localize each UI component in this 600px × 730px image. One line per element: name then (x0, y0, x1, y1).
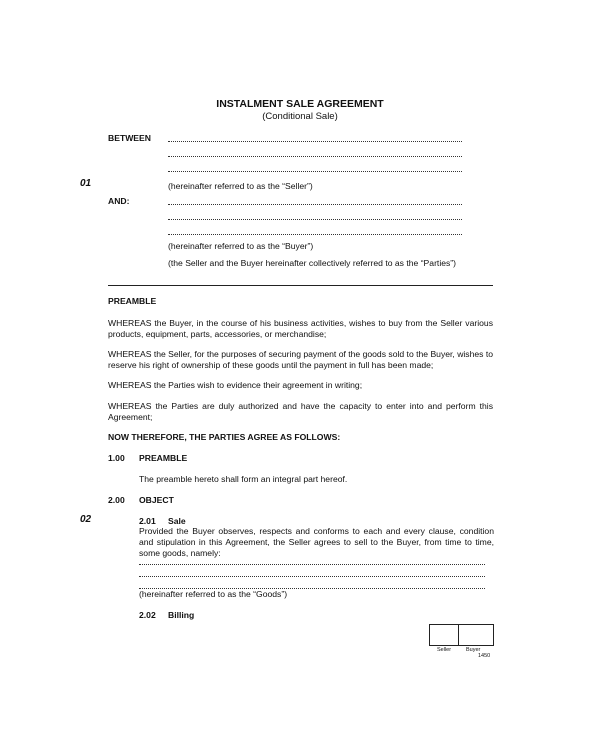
goods-reference: (hereinafter referred to as the “Goods”) (139, 589, 288, 599)
section-2-01-number: 2.01 (139, 516, 156, 526)
buyer-initials-label: Buyer (466, 647, 481, 653)
preamble-paragraph-2: WHEREAS the Seller, for the purposes of securing payment of the goods sold to the Buyer, wishes to reserve his right of ownership of these goods until the payment in full has been made; (108, 349, 494, 370)
section-2-02-number: 2.02 (139, 610, 156, 620)
seller-name-line-1 (168, 141, 462, 142)
margin-mark-02: 02 (80, 514, 92, 525)
seller-initials-label: Seller (437, 647, 452, 653)
seller-name-line-3 (168, 171, 462, 172)
section-2-01-title: Sale (168, 516, 186, 526)
seller-initials-box[interactable] (429, 624, 460, 646)
buyer-name-line-1 (168, 204, 462, 205)
buyer-name-line-3 (168, 234, 462, 235)
document-title: INSTALMENT SALE AGREEMENT (216, 98, 384, 110)
preamble-paragraph-3: WHEREAS the Parties wish to evidence their agreement in writing; (108, 380, 363, 390)
section-2-02-title: Billing (168, 610, 195, 620)
section-2-01-text: Provided the Buyer observes, respects and conforms to each and every clause, condition and stipulation in this Agreement, the Seller agrees to sell to the Buyer, from time to time, some goods, namely: (139, 526, 494, 558)
preamble-paragraph-1: WHEREAS the Buyer, in the course of his business activities, wishes to buy from the Seller various products, equipment, parts, accessories, or merchandise; (108, 318, 493, 339)
between-label: BETWEEN (108, 133, 151, 143)
section-2-title: OBJECT (139, 495, 174, 505)
section-divider (108, 285, 493, 286)
goods-line-2 (139, 576, 485, 577)
goods-line-1 (139, 564, 485, 565)
section-1-title: PREAMBLE (139, 453, 188, 463)
preamble-heading: PREAMBLE (108, 296, 157, 306)
seller-reference: (hereinafter referred to as the “Seller”) (168, 181, 313, 191)
buyer-name-line-2 (168, 219, 462, 220)
buyer-initials-box[interactable] (458, 624, 494, 646)
section-2-number: 2.00 (108, 495, 125, 505)
and-label: AND: (108, 196, 130, 206)
buyer-reference: (hereinafter referred to as the “Buyer”) (168, 241, 314, 251)
preamble-paragraph-4: WHEREAS the Parties are duly authorized and have the capacity to enter into and perform this Agreement; (108, 401, 493, 422)
parties-reference: (the Seller and the Buyer hereinafter collectively referred to as the “Parties”) (168, 258, 457, 268)
now-therefore-heading: NOW THEREFORE, THE PARTIES AGREE AS FOLLOWS: (108, 432, 341, 442)
section-1-text: The preamble hereto shall form an integral part hereof. (139, 474, 348, 484)
form-number: 1450 (478, 653, 491, 659)
margin-mark-01: 01 (80, 178, 92, 189)
section-1-number: 1.00 (108, 453, 125, 463)
seller-name-line-2 (168, 156, 462, 157)
document-subtitle: (Conditional Sale) (262, 111, 338, 122)
